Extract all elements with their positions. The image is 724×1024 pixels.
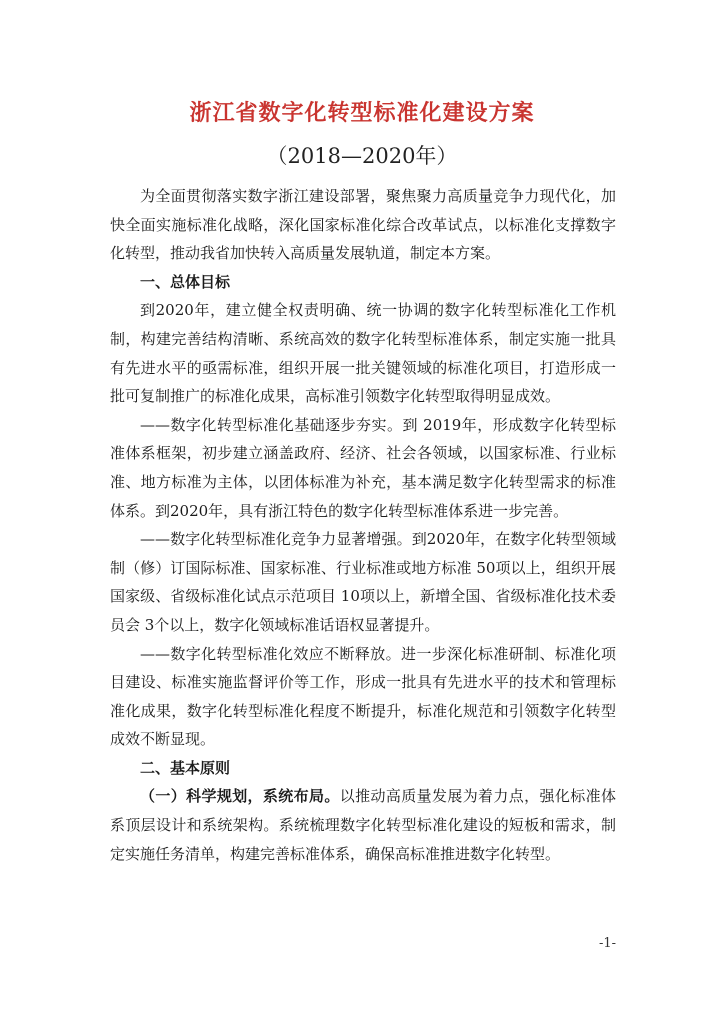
document-subtitle: （2018—2020年） [266,144,458,168]
principle-lead: （一）科学规划，系统布局。 [140,787,340,806]
goals-paragraph-2: ——数字化转型标准化基础逐步夯实。到 2019年，形成数字化转型标准体系框架，初步建立涵盖政府、经济、社会各领域，以国家标准、行业标准、地方标准为主体，以团体标准为补充，基本满足数字化转型需求的标准体系。到2020年，具有浙江特色的数字化转型标准体系进一步完善。 [110,415,616,520]
section-heading-goals: 一、总体目标 [140,272,231,291]
goals-paragraph-4: ——数字化转型标准化效应不断释放。进一步深化标准研制、标准化项目建设、标准实施监督评价等工作，形成一批具有先进水平的技术和管理标准化成果，数字化转型标准化程度不断提升，标准化规范和引领数字化转型成效不断显现。 [110,644,616,749]
goals-paragraph-3: ——数字化转型标准化竞争力显著增强。到2020年，在数字化转型领域制（修）订国际标准、国家标准、行业标准或地方标准 50项以上，组织开展国家级、省级标准化试点示范项目 10项以上，新增全国、省级标准化技术委员会 3个以上，数字化领域标准话语权显著提升。 [110,530,616,634]
principle-text: 以推动高质量发展为着力点，强化标准体系顶层设计和系统架构。系统梳理数字化转型标准化建设的短板和需求，制定实施任务清单，构建完善标准体系，确保高标准推进数字化转型。 [110,787,616,863]
document-body [110,182,616,868]
principle-paragraph-1 [110,782,616,868]
section-heading-principles: 二、基本原则 [140,758,231,777]
intro-paragraph: 为全面贯彻落实数字浙江建设部署，聚焦聚力高质量竞争力现代化，加快全面实施标准化战略，深化国家标准化综合改革试点，以标准化支撑数字化转型，推动我省加快转入高质量发展轨道，制定本方案。 [110,187,616,263]
document-title: 浙江省数字化转型标准化建设方案 [189,101,535,126]
goals-paragraph-1: 到2020年，建立健全权责明确、统一协调的数字化转型标准化工作机制，构建完善结构清晰、系统高效的数字化转型标准体系，制定实施一批具有先进水平的亟需标准，组织开展一批关键领域的标准化项目，打造形成一批可复制推广的标准化成果，高标准引领数字化转型取得明显成效。 [110,301,616,406]
page-number: -1- [598,936,616,951]
